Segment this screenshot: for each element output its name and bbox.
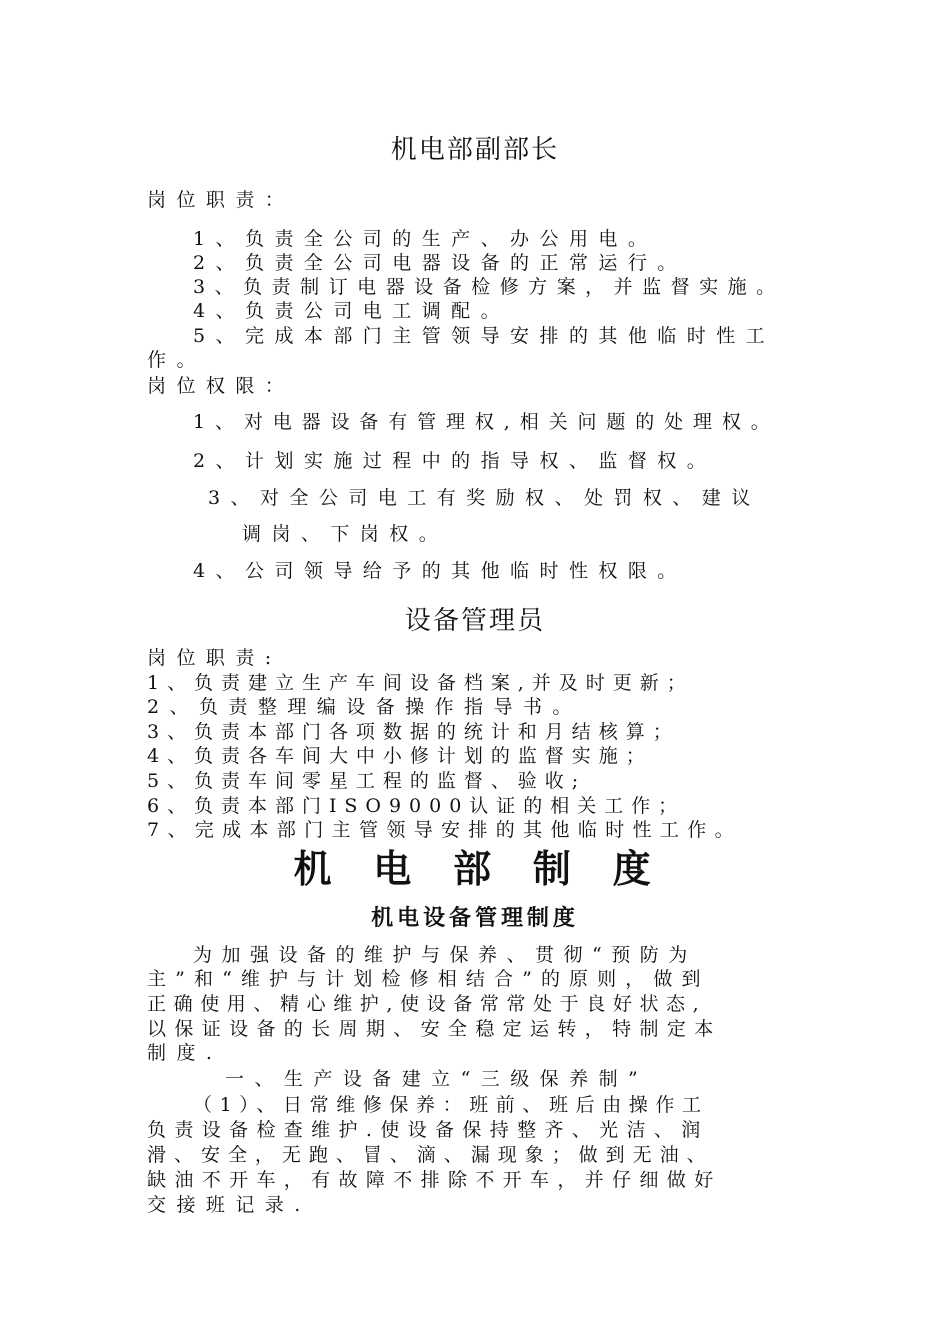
duty-item: 4、负责公司电工调配。: [193, 300, 511, 322]
duty-item: 3、负责制订电器设备检修方案，并监督实施。: [193, 276, 785, 298]
duty-item: 2、负责整理编设备操作指导书。: [147, 696, 582, 718]
duty-item: 3、负责本部门各项数据的统计和月结核算；: [147, 721, 680, 743]
section-title-equipment-management-rules: 机电设备管理制度: [371, 905, 579, 931]
body-paragraph-line: 制度.: [147, 1042, 223, 1064]
duties-heading: 岗位职责:: [147, 647, 282, 669]
authority-item: 2、计划实施过程中的指导权、监督权。: [193, 450, 717, 472]
duty-item: 2、负责全公司电器设备的正常运行。: [193, 252, 687, 274]
body-paragraph-line: 缺油不开车，有故障不排除不开车，并仔细做好: [147, 1169, 722, 1191]
authority-item-continuation: 调岗、下岗权。: [242, 523, 449, 545]
body-paragraph-line: 负责设备检查维护.使设备保持整齐、光洁、润: [147, 1119, 709, 1141]
duty-item: 5、负责车间零星工程的监督、验收;: [147, 770, 587, 792]
body-paragraph-line: 为加强设备的维护与保养、贯彻“预防为: [193, 944, 697, 966]
authority-item: 1、对电器设备有管理权,相关问题的处理权。: [193, 411, 780, 433]
section-title-equipment-manager: 设备管理员: [404, 606, 546, 636]
duty-item: 6、负责本部门ISO9000认证的相关工作；: [147, 795, 686, 817]
duty-item: 7、完成本部门主管领导安排的其他临时性工作。: [147, 819, 743, 841]
authority-item: 3、对全公司电工有奖励权、处罚权、建议: [208, 487, 761, 509]
body-paragraph-line: 交接班记录.: [147, 1194, 311, 1216]
authority-heading: 岗位权限：: [147, 375, 295, 397]
section-title-deputy-director: 机电部副部长: [390, 135, 560, 165]
duty-item: 5、完成本部门主管领导安排的其他临时性工: [193, 325, 776, 347]
duties-heading: 岗位职责：: [147, 189, 295, 211]
body-paragraph-line: 正确使用、精心维护,使设备常常处于良好状态,: [147, 993, 707, 1015]
body-paragraph-line: （1）、日常维修保养：班前、班后由操作工: [193, 1094, 709, 1116]
authority-item: 4、公司领导给予的其他临时性权限。: [193, 560, 687, 582]
body-paragraph-line: 滑、安全，无跑、冒、滴、漏现象；做到无油、: [147, 1144, 714, 1166]
section-title-department-rules: 机电部制度: [293, 846, 693, 891]
duty-item: 1、负责建立生产车间设备档案,并及时更新；: [147, 672, 694, 694]
duty-item-continuation: 作。: [147, 349, 206, 371]
duty-item: 1、负责全公司的生产、办公用电。: [193, 228, 658, 250]
body-paragraph-line: 以保证设备的长周期、安全稳定运转，特制定本: [147, 1018, 722, 1040]
duty-item: 4、负责各车间大中小修计划的监督实施；: [147, 745, 653, 767]
body-paragraph-line: 主”和“维护与计划检修相结合”的原则，做到: [147, 968, 710, 990]
subsection-heading: 一、生产设备建立“三级保养制”: [225, 1068, 649, 1090]
